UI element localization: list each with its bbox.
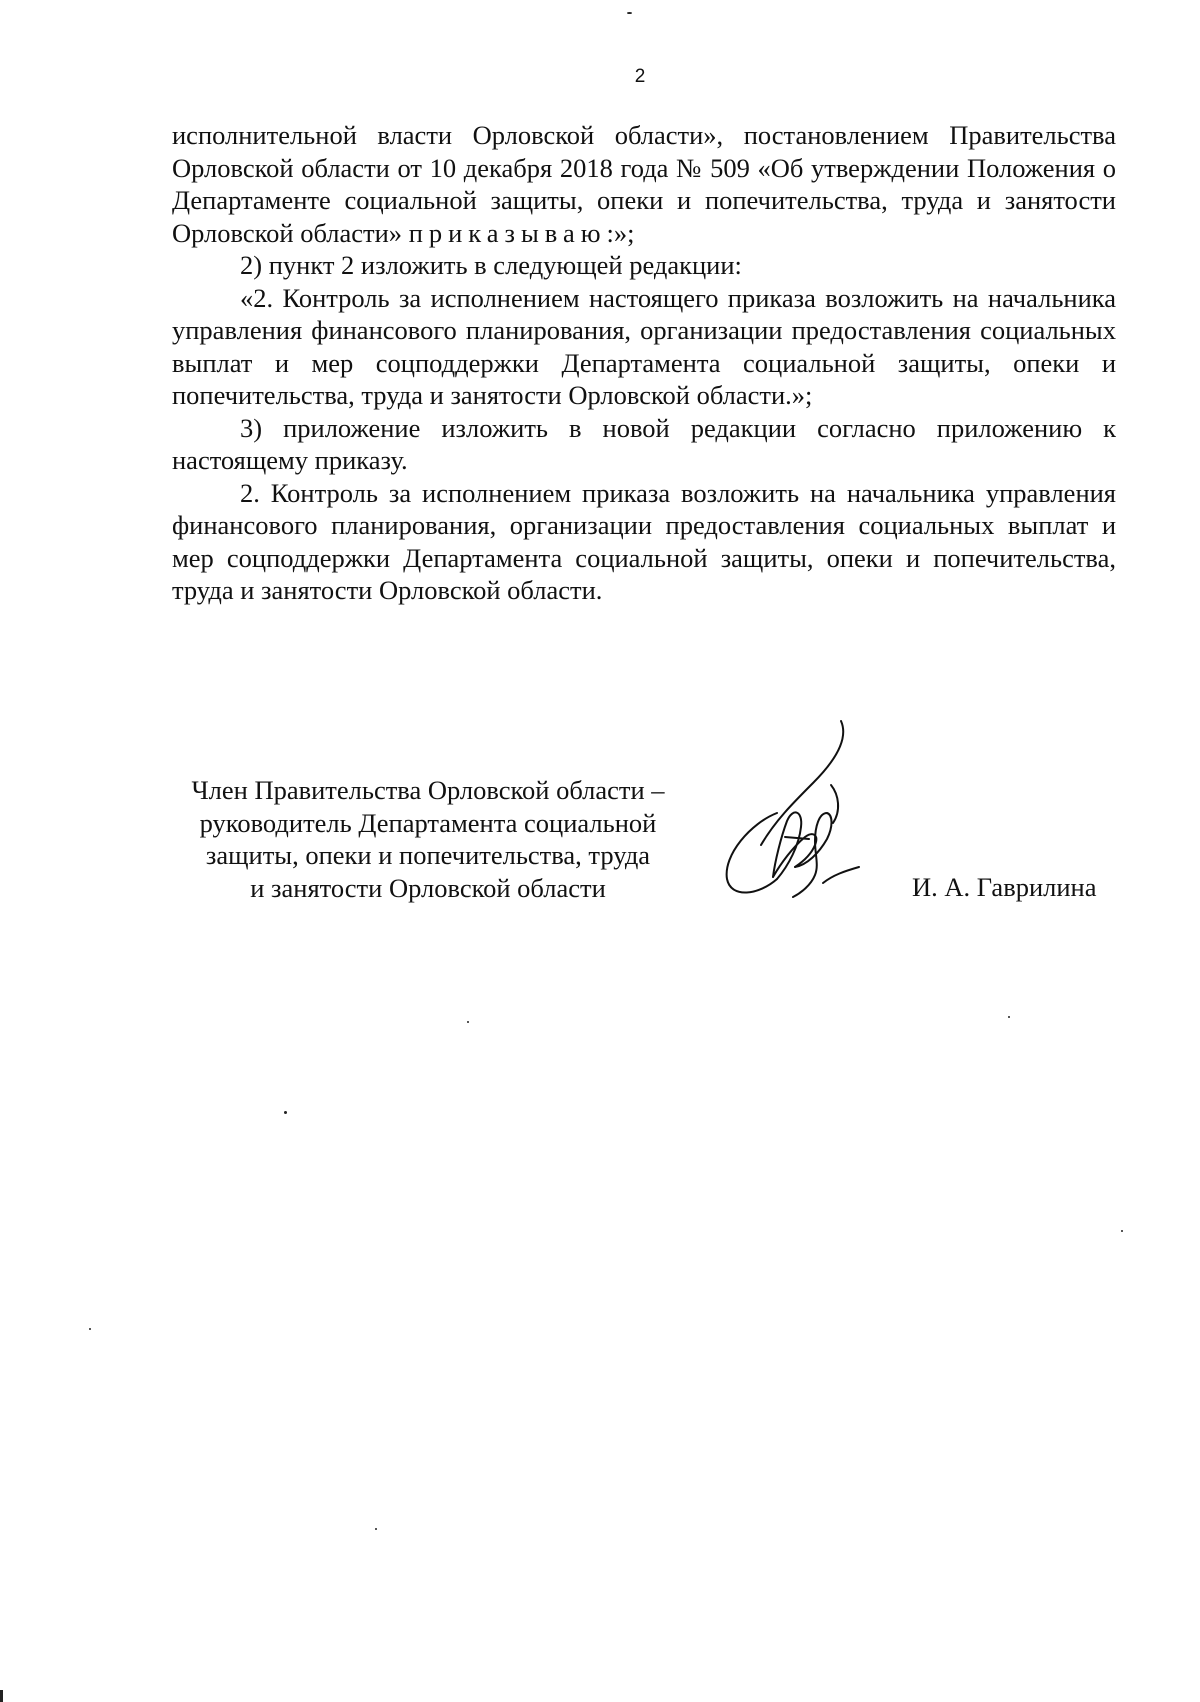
scan-speck (284, 1111, 287, 1114)
order-word: приказываю (408, 217, 607, 248)
preamble-text: исполнительной власти Орловской области», постановлением Правительства Орловской области от 10 декабря 2018 года № 509 «Об утверждении Положения о Департаменте социальной защиты, опеки и попечительства, труда и занятости Орловской области» (172, 120, 1116, 248)
preamble-ending: :»; (606, 217, 635, 248)
paragraph-item-2: 2) пункт 2 изложить в следующей редакции: (240, 250, 742, 280)
document-body (172, 119, 1116, 607)
signer-position-line: защиты, опеки и попечительства, труда (205, 840, 651, 870)
paragraph-control: 2. Контроль за исполнением приказа возложить на начальника управления финансового планирования, организации предоставления социальных выплат и мер соцподдержки Департамента социальной защиты, опеки и попечительства, труда и занятости Орловской области. (172, 477, 1116, 605)
signer-name: И. А. Гаврилина (912, 872, 1097, 902)
scan-speck (627, 12, 632, 14)
signer-position-line: руководитель Департамента социальной (199, 807, 657, 838)
scan-speck (375, 1528, 377, 1530)
signature-icon (715, 715, 865, 905)
paragraph-preamble (172, 119, 1116, 249)
paragraph-item-3: 3) приложение изложить в новой редакции согласно приложению к настоящему приказу. (172, 412, 1116, 475)
scan-speck (1121, 1230, 1123, 1232)
scan-speck (467, 1021, 469, 1023)
signer-position-line: Член Правительства Орловской области – (191, 775, 665, 805)
page-number: 2 (634, 66, 646, 87)
scan-speck (1008, 1016, 1010, 1018)
scan-speck (89, 1328, 91, 1330)
signer-position-line: и занятости Орловской области (250, 872, 606, 903)
signer-position (150, 774, 706, 904)
scan-speck (0, 1690, 3, 1702)
paragraph-control-new-wording: «2. Контроль за исполнением настоящего приказа возложить на начальника управления финансового планирования, организации предоставления социальных выплат и мер соцподдержки Департамента социальной защиты, опеки и попечительства, труда и занятости Орловской области.»; (172, 282, 1116, 410)
